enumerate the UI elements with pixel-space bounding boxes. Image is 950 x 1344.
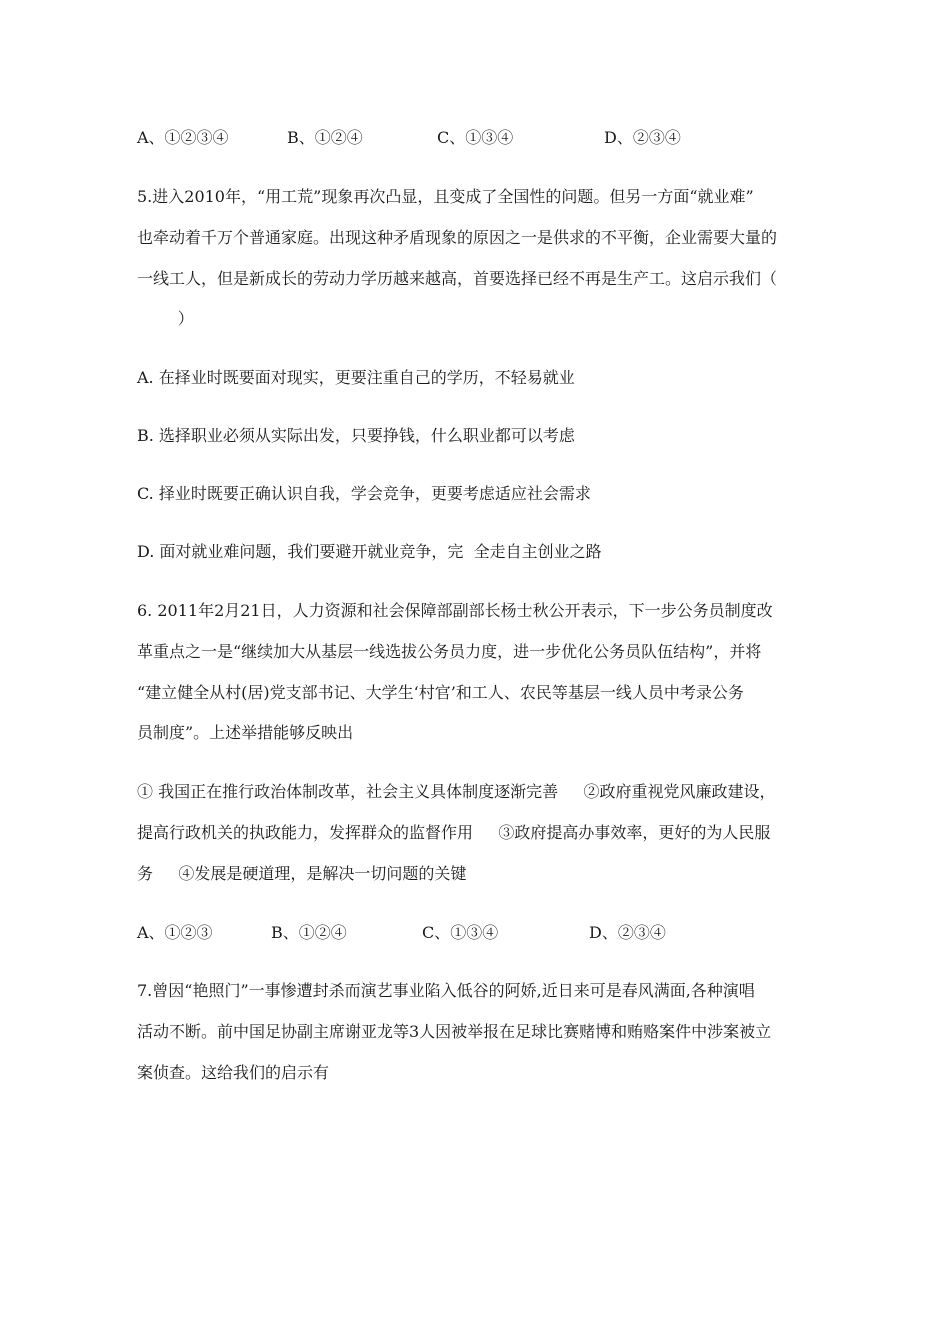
q6-line-4: 员制度”。上述举措能够反映出 xyxy=(137,723,354,742)
q5-option-b: B. 选择职业必须从实际出发，只要挣钱，什么职业都可以考虑 xyxy=(137,426,575,445)
q5-option-a: A. 在择业时既要面对现实，更要注重自己的学历，不轻易就业 xyxy=(137,368,575,387)
q7-line-1: 7.曾因“艳照门”一事惨遭封杀而演艺事业陷入低谷的阿娇,近日来可是春风满面,各种演唱 xyxy=(137,981,755,1000)
option-a: A、①②③④ xyxy=(137,128,229,147)
q5-option-c: C. 择业时既要正确认识自我，学会竞争，更要考虑适应社会需求 xyxy=(137,484,591,503)
q5-line-2: 也牵动着千万个普通家庭。出现这种矛盾现象的原因之一是供求的不平衡，企业需要大量的 xyxy=(137,228,778,247)
q6-statement-line-1: ① 我国正在推行政治体制改革，社会主义具体制度逐渐完善 ②政府重视党风廉政建设， xyxy=(137,782,776,801)
q6-option-a: A、①②③ xyxy=(137,923,213,942)
q5-line-3: 一线工人，但是新成长的劳动力学历越来越高，首要选择已经不再是生产工。这启示我们（ xyxy=(137,269,778,288)
q6-statement-line-2: 提高行政机关的执政能力，发挥群众的监督作用 ③政府提高办事效率，更好的为人民服 xyxy=(137,823,771,842)
q6-statement-line-3: 务 ④发展是硬道理，是解决一切问题的关键 xyxy=(137,864,467,883)
q7-line-3: 案侦查。这给我们的启示有 xyxy=(137,1063,330,1082)
option-c: C、①③④ xyxy=(437,128,514,147)
q6-line-2: 革重点之一是“继续加大从基层一线选拔公务员力度，进一步优化公务员队伍结构”，并将 xyxy=(137,642,762,661)
option-d: D、②③④ xyxy=(604,128,681,147)
q6-option-c: C、①③④ xyxy=(422,923,499,942)
q6-option-d: D、②③④ xyxy=(589,923,666,942)
q5-line-4: ） xyxy=(137,309,194,328)
q6-line-1: 6. 2011年2月21日，人力资源和社会保障部副部长杨士秋公开表示，下一步公务员制度改 xyxy=(137,601,773,620)
q7-line-2: 活动不断。前中国足协副主席谢亚龙等3人因被举报在足球比赛赌博和贿赂案件中涉案被立 xyxy=(137,1022,772,1041)
q5-option-d: D. 面对就业难问题，我们要避开就业竞争，完 全走自主创业之路 xyxy=(137,542,602,561)
q5-line-1: 5.进入2010年，“用工荒”现象再次凸显，且变成了全国性的问题。但另一方面“就业难” xyxy=(137,187,754,206)
q6-option-b: B、①②④ xyxy=(271,923,347,942)
q6-line-3: “建立健全从村(居)党支部书记、大学生‘村官’和工人、农民等基层一线人员中考录公务 xyxy=(137,683,744,702)
option-b: B、①②④ xyxy=(287,128,363,147)
